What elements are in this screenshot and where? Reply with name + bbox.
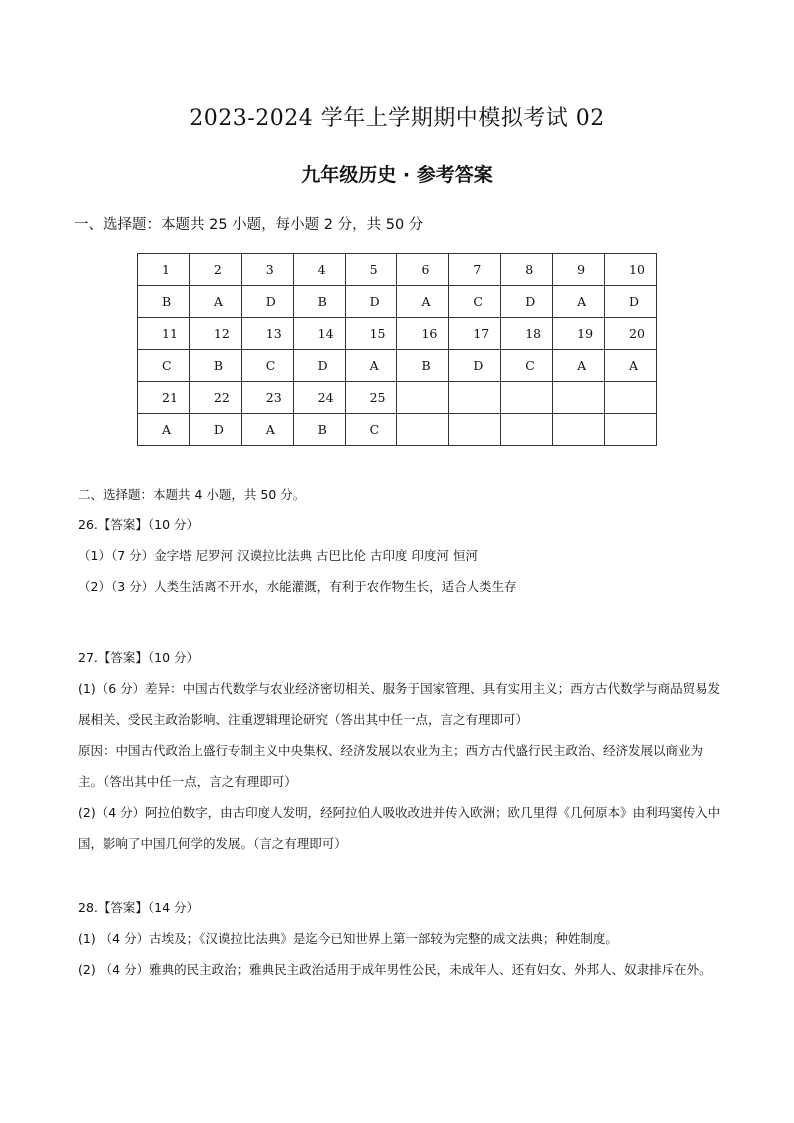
answer-table-cell: 22	[189, 382, 241, 414]
answer-table-cell	[501, 382, 553, 414]
answer-table-cell: 17	[449, 318, 501, 350]
answer-table-cell	[605, 414, 657, 446]
answer-table-cell: 3	[241, 254, 293, 286]
answer-table-cell: 23	[241, 382, 293, 414]
answer-table-cell	[397, 414, 449, 446]
answer-table-cell: D	[449, 350, 501, 382]
answer-table-cell: B	[293, 414, 345, 446]
question-27	[78, 642, 728, 859]
answer-table-cell: B	[397, 350, 449, 382]
answer-table-cell	[501, 414, 553, 446]
answer-table-cell: A	[138, 414, 190, 446]
answer-table	[137, 253, 657, 446]
answer-table-cell: 13	[241, 318, 293, 350]
answer-table-cell: D	[293, 350, 345, 382]
answer-table-cell	[605, 382, 657, 414]
answer-table-cell: C	[241, 350, 293, 382]
answer-table-cell: C	[449, 286, 501, 318]
answer-table-cell: 7	[449, 254, 501, 286]
section-2-heading: 二、选择题：本题共 4 小题，共 50 分。	[78, 487, 306, 502]
answer-table-row	[138, 414, 657, 446]
q27-answer-2: 原因：中国古代政治上盛行专制主义中央集权、经济发展以农业为主；西方古代盛行民主政治、经济发展以商业为主。（答出其中任一点，言之有理即可）	[78, 743, 704, 789]
answer-table-row	[138, 382, 657, 414]
answer-table-cell: 15	[345, 318, 397, 350]
answer-table-cell: A	[397, 286, 449, 318]
answer-table-cell: 6	[397, 254, 449, 286]
q27-answer-1: (1)（6 分）差异：中国古代数学与农业经济密切相关、服务于国家管理、具有实用主义；西方古代数学与商品贸易发展相关、受民主政治影响、注重逻辑理论研究（答出其中任一点，言之有理即可）	[78, 681, 721, 727]
question-26	[78, 517, 728, 610]
answer-table-cell: 14	[293, 318, 345, 350]
q28-answer-1: (1) （4 分）古埃及；《汉谟拉比法典》是迄今已知世界上第一部较为完整的成文法典；种姓制度。	[78, 931, 618, 946]
answer-table-cell: 8	[501, 254, 553, 286]
q28-label: 28.【答案】（14 分）	[78, 900, 200, 915]
answer-table-cell: B	[138, 286, 190, 318]
q26-label: 26.【答案】（10 分）	[78, 517, 200, 532]
answer-table-cell: C	[345, 414, 397, 446]
answer-table-cell: 11	[138, 318, 190, 350]
answer-table-cell: D	[241, 286, 293, 318]
answer-table-cell: 1	[138, 254, 190, 286]
answer-table-cell: C	[138, 350, 190, 382]
answer-table-cell: A	[553, 286, 605, 318]
answer-table-row	[138, 318, 657, 350]
answer-table-cell: 4	[293, 254, 345, 286]
page-subtitle: 九年级历史 · 参考答案	[301, 164, 493, 186]
answer-table-cell: 10	[605, 254, 657, 286]
q28-answer-2: (2) （4 分）雅典的民主政治；雅典民主政治适用于成年男性公民，未成年人、还有妇女、外邦人、奴隶排斥在外。	[78, 962, 712, 977]
answer-table-cell: 2	[189, 254, 241, 286]
question-28	[78, 892, 728, 985]
answer-table-cell: 16	[397, 318, 449, 350]
q27-answer-3: (2)（4 分）阿拉伯数字，由古印度人发明，经阿拉伯人吸收改进并传入欧洲；欧几里得《几何原本》由利玛窦传入中国，影响了中国几何学的发展。（言之有理即可）	[78, 805, 721, 851]
answer-table-cell: A	[345, 350, 397, 382]
answer-table-cell: 25	[345, 382, 397, 414]
answer-table-row	[138, 254, 657, 286]
answer-table-cell: C	[501, 350, 553, 382]
answer-table-cell: 19	[553, 318, 605, 350]
answer-table-cell: 5	[345, 254, 397, 286]
answer-table-cell	[397, 382, 449, 414]
q26-answer-1: （1）（7 分）金字塔 尼罗河 汉谟拉比法典 古巴比伦 古印度 印度河 恒河	[78, 548, 478, 563]
answer-table-cell: B	[293, 286, 345, 318]
answer-table-cell: 18	[501, 318, 553, 350]
page-title: 2023-2024 学年上学期期中模拟考试 02	[189, 106, 605, 131]
answer-table-cell: D	[605, 286, 657, 318]
answer-table-cell: D	[189, 414, 241, 446]
answer-table-cell: B	[189, 350, 241, 382]
answer-table-cell: A	[605, 350, 657, 382]
answer-table-body	[138, 254, 657, 446]
answer-table-cell: D	[345, 286, 397, 318]
q26-answer-2: （2）（3 分）人类生活离不开水，水能灌溉，有利于农作物生长，适合人类生存	[78, 579, 517, 594]
answer-table-cell: D	[501, 286, 553, 318]
answer-table-cell: A	[189, 286, 241, 318]
answer-table-cell: 12	[189, 318, 241, 350]
answer-table-cell	[449, 382, 501, 414]
answer-table-cell: A	[553, 350, 605, 382]
answer-table-row	[138, 350, 657, 382]
section-1-heading: 一、选择题：本题共 25 小题，每小题 2 分，共 50 分	[74, 217, 424, 233]
q27-label: 27.【答案】（10 分）	[78, 650, 200, 665]
answer-table-cell: 20	[605, 318, 657, 350]
answer-table-cell	[449, 414, 501, 446]
answer-table-cell	[553, 382, 605, 414]
answer-table-cell: A	[241, 414, 293, 446]
answer-table-cell	[553, 414, 605, 446]
answer-table-cell: 24	[293, 382, 345, 414]
answer-table-cell: 9	[553, 254, 605, 286]
answer-table-row	[138, 286, 657, 318]
answer-table-cell: 21	[138, 382, 190, 414]
